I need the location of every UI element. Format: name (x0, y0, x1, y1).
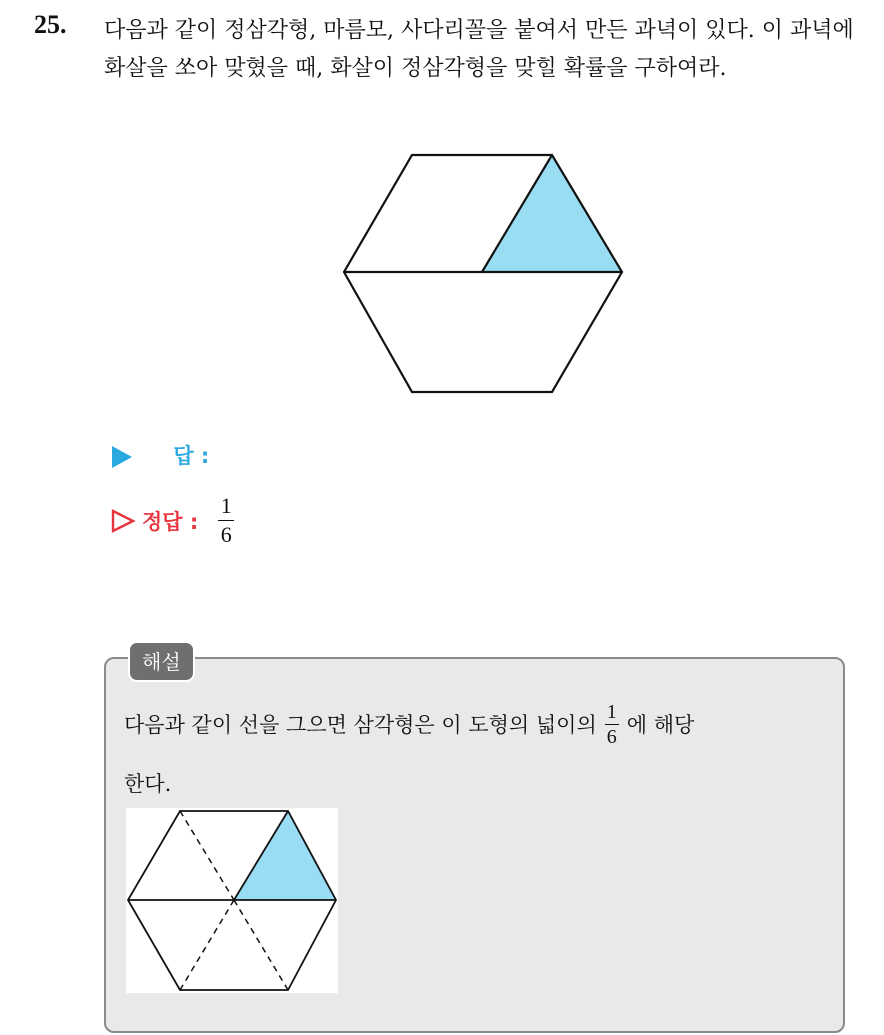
correct-denominator: 6 (220, 522, 232, 547)
fraction-bar (605, 724, 619, 725)
answer-label: 답 : (173, 444, 210, 468)
explanation-numerator: 1 (606, 701, 617, 723)
explanation-figure (126, 808, 338, 993)
outline-arrow-icon (110, 508, 136, 534)
dashed-diagonal (180, 900, 234, 990)
question-text: 다음과 같이 정삼각형, 마름모, 사다리꼴을 붙여서 만든 과녁이 있다. 이 과녁에 화살을 쏘아 맞혔을 때, 화살이 정삼각형을 맞힐 확률을 구하여라. (104, 18, 854, 81)
explanation-text (124, 702, 834, 799)
shaded-triangle (234, 811, 336, 900)
explanation-line-2: 한다. (124, 772, 172, 796)
explanation-line-1 (124, 702, 834, 747)
correct-answer-fraction (218, 494, 234, 547)
explanation-tag: 해설 (128, 641, 195, 682)
explanation-after: 에 해당 (626, 712, 695, 737)
correct-numerator: 1 (220, 493, 232, 518)
target-figure (340, 150, 625, 400)
explanation-denominator: 6 (606, 726, 617, 748)
correct-answer-row (110, 494, 234, 547)
fraction-bar (218, 520, 234, 521)
hexagon-outline (344, 155, 622, 392)
explanation-before: 다음과 같이 선을 그으면 삼각형은 이 도형의 넓이의 (124, 712, 597, 737)
question-number: 25. (34, 10, 67, 39)
play-arrow-icon (112, 446, 132, 468)
explanation-fraction (605, 702, 619, 747)
dashed-diagonal (180, 811, 234, 900)
shaded-triangle (482, 155, 622, 272)
correct-answer-label: 정답 : (142, 509, 199, 534)
answer-row (112, 440, 209, 470)
dashed-diagonal (234, 900, 288, 990)
